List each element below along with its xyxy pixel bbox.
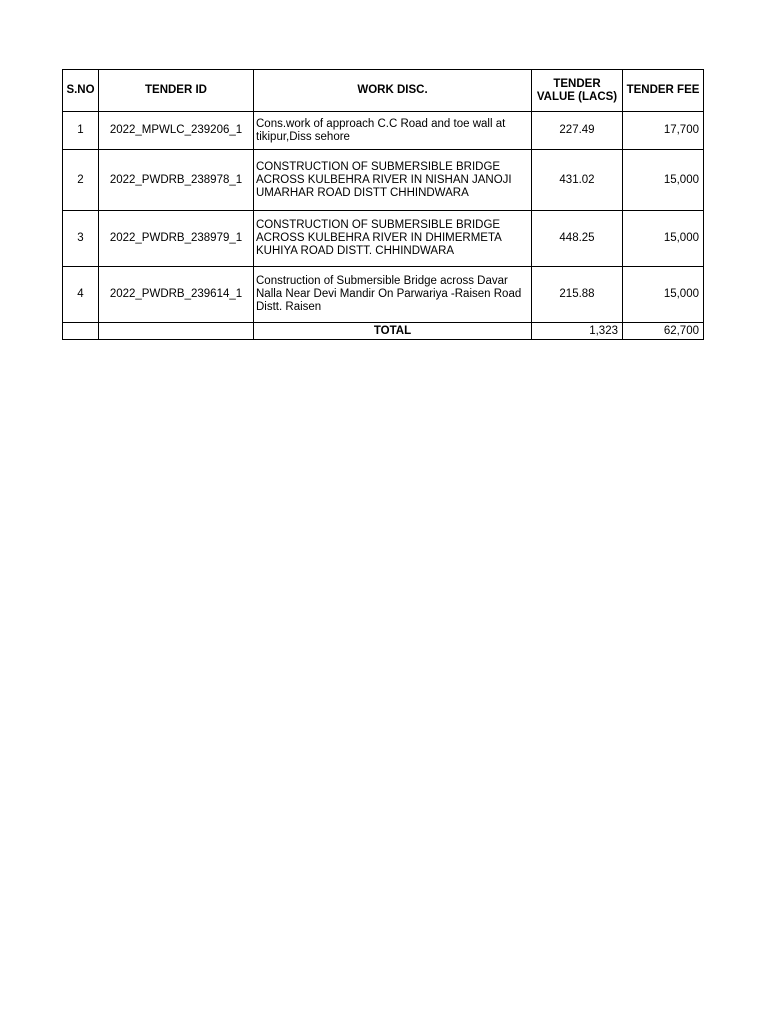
cell-sno: 4	[63, 267, 99, 323]
cell-work-desc: CONSTRUCTION OF SUBMERSIBLE BRIDGE ACROSS KULBEHRA RIVER IN NISHAN JANOJI UMARHAR ROAD DISTT CHHINDWARA	[254, 150, 532, 211]
cell-tender-value: 431.02	[532, 150, 623, 211]
header-work-desc: WORK DISC.	[254, 70, 532, 112]
cell-sno: 2	[63, 150, 99, 211]
cell-work-desc: CONSTRUCTION OF SUBMERSIBLE BRIDGE ACROSS KULBEHRA RIVER IN DHIMERMETA KUHIYA ROAD DISTT. CHHINDWARA	[254, 211, 532, 267]
cell-tender-value: 227.49	[532, 112, 623, 150]
header-tender-value: TENDER VALUE (LACS)	[532, 70, 623, 112]
total-tender-value: 1,323	[532, 323, 623, 340]
cell-sno: 3	[63, 211, 99, 267]
total-row	[63, 323, 704, 340]
header-sno: S.NO	[63, 70, 99, 112]
cell-tender-id: 2022_PWDRB_239614_1	[99, 267, 254, 323]
header-tender-fee: TENDER FEE	[623, 70, 704, 112]
table-row	[63, 267, 704, 323]
header-row	[63, 70, 704, 112]
cell-tender-id: 2022_MPWLC_239206_1	[99, 112, 254, 150]
cell-tender-fee: 15,000	[623, 211, 704, 267]
total-empty-sno	[63, 323, 99, 340]
cell-work-desc: Construction of Submersible Bridge across Davar Nalla Near Devi Mandir On Parwariya -Raisen Road Distt. Raisen	[254, 267, 532, 323]
table-row	[63, 112, 704, 150]
cell-tender-fee: 17,700	[623, 112, 704, 150]
total-empty-tender-id	[99, 323, 254, 340]
cell-tender-fee: 15,000	[623, 150, 704, 211]
cell-tender-id: 2022_PWDRB_238978_1	[99, 150, 254, 211]
total-label: TOTAL	[254, 323, 532, 340]
cell-sno: 1	[63, 112, 99, 150]
header-tender-id: TENDER ID	[99, 70, 254, 112]
table-row	[63, 150, 704, 211]
total-tender-fee: 62,700	[623, 323, 704, 340]
tender-table	[62, 69, 704, 340]
cell-tender-value: 448.25	[532, 211, 623, 267]
table-row	[63, 211, 704, 267]
cell-tender-value: 215.88	[532, 267, 623, 323]
cell-tender-fee: 15,000	[623, 267, 704, 323]
cell-tender-id: 2022_PWDRB_238979_1	[99, 211, 254, 267]
cell-work-desc: Cons.work of approach C.C Road and toe wall at tikipur,Diss sehore	[254, 112, 532, 150]
